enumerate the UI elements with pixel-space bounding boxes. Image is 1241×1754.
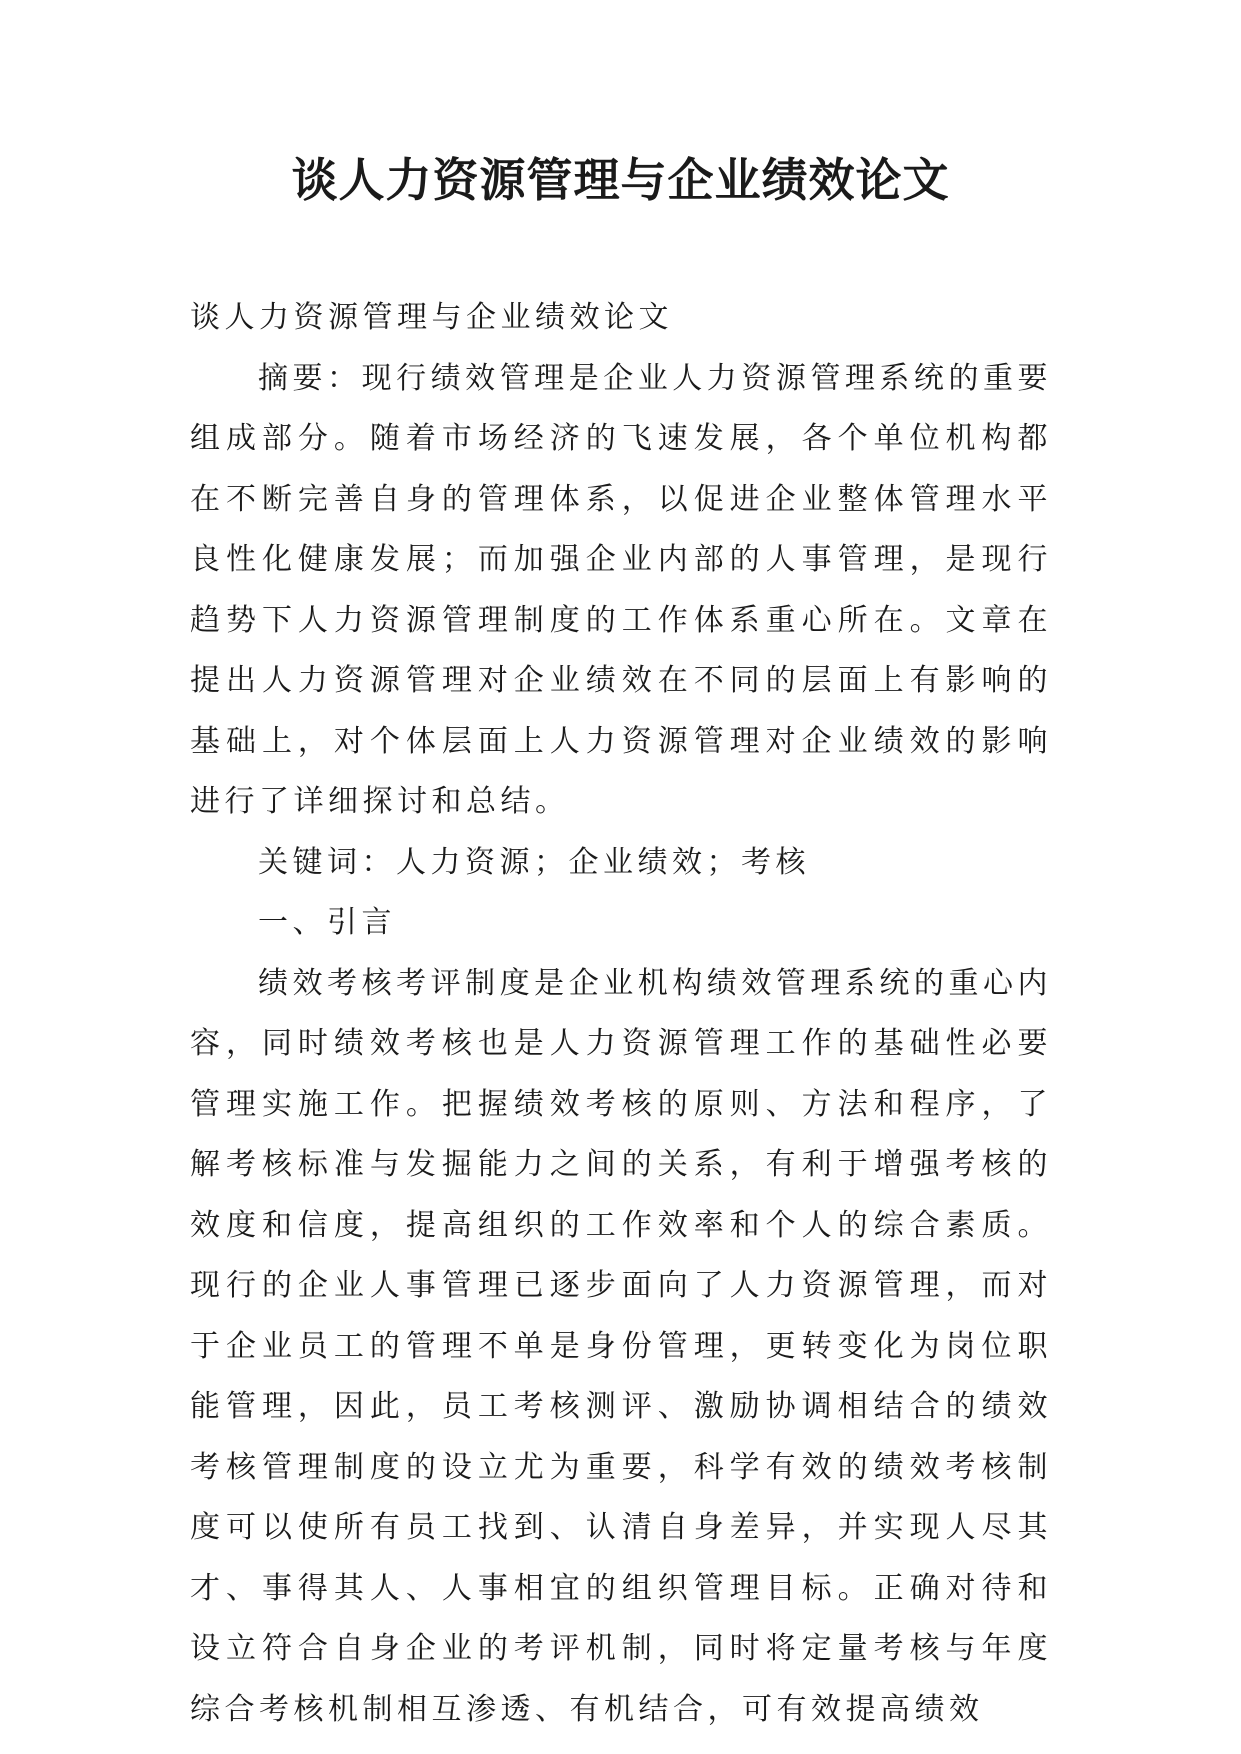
section-heading: 一、引言 bbox=[258, 905, 396, 940]
document-body bbox=[190, 288, 1052, 1740]
keywords-paragraph: 关键词：人力资源；企业绩效；考核 bbox=[258, 844, 810, 880]
abstract-paragraph: 摘要：现行绩效管理是企业人力资源管理系统的重要组成部分。随着市场经济的飞速发展，各个单位机构都在不断完善自身的管理体系，以促进企业整体管理水平良性化健康发展；而加强企业内部的人事管理，是现行趋势下人力资源管理制度的工作体系重心所在。文章在提出人力资源管理对企业绩效在不同的层面上有影响的基础上，对个体层面上人力资源管理对企业绩效的影响进行了详细探讨和总结。 bbox=[190, 360, 1052, 819]
document-title: 谈人力资源管理与企业绩效论文 bbox=[291, 153, 950, 207]
body-paragraph: 绩效考核考评制度是企业机构绩效管理系统的重心内容，同时绩效考核也是人力资源管理工作的基础性必要管理实施工作。把握绩效考核的原则、方法和程序，了解考核标准与发掘能力之间的关系，有利于增强考核的效度和信度，提高组织的工作效率和个人的综合素质。现行的企业人事管理已逐步面向了人力资源管理，而对于企业员工的管理不单是身份管理，更转变化为岗位职能管理，因此，员工考核测评、激励协调相结合的绩效考核管理制度的设立尤为重要，科学有效的绩效考核制度可以使所有员工找到、认清自身差异，并实现人尽其才、事得其人、人事相宜的组织管理目标。正确对待和设立符合自身企业的考评机制，同时将定量考核与年度综合考核机制相互渗透、有机结合，可有效提高绩效 bbox=[190, 965, 1052, 1727]
subtitle-paragraph: 谈人力资源管理与企业绩效论文 bbox=[190, 300, 673, 335]
